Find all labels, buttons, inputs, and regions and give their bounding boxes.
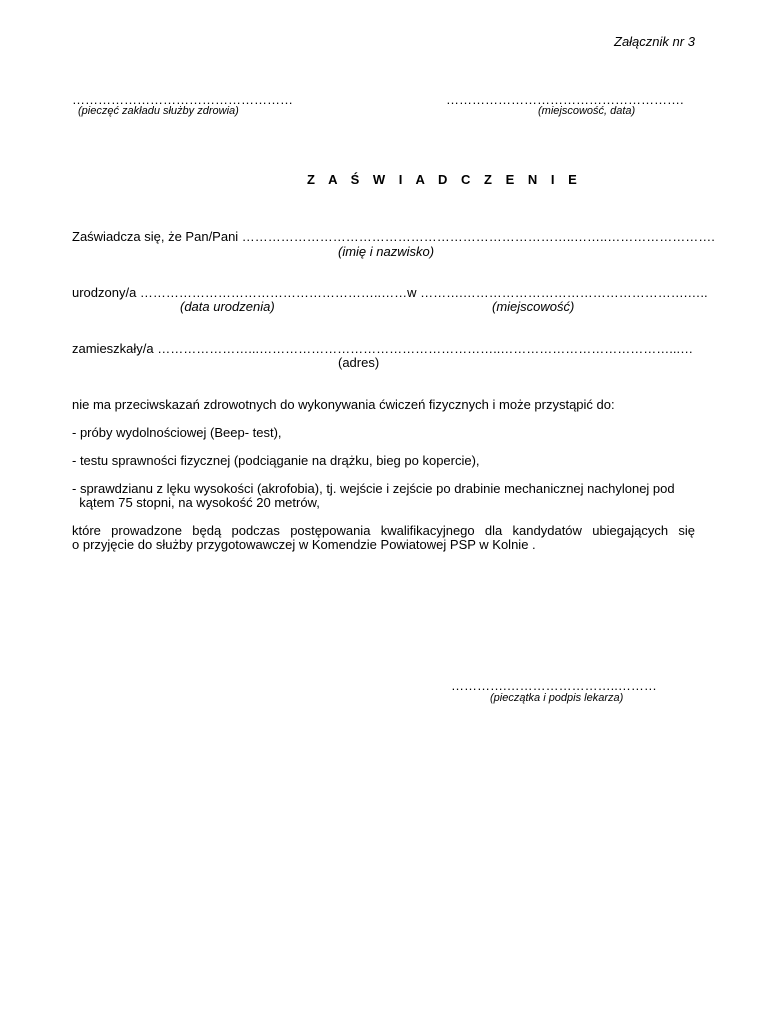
closing-text-line1: które prowadzone będą podczas postępowania kwalifikacyjnego dla kandydatów ubiegających się xyxy=(72,523,695,538)
birth-date-label: (data urodzenia) xyxy=(180,299,275,314)
place-date-dotted-line: ………………………………………………. xyxy=(446,92,684,107)
signature-dotted-line: ………….……………………..……… xyxy=(451,678,657,693)
attachment-number: Załącznik nr 3 xyxy=(614,34,695,49)
document-title: Z A Ś W I A D C Z E N I E xyxy=(307,172,582,187)
stamp-label: (pieczęć zakładu służby zdrowia) xyxy=(78,105,239,117)
signature-label: (pieczątka i podpis lekarza) xyxy=(490,692,624,704)
birth-place-label: (miejscowość) xyxy=(492,299,575,314)
address-label: (adres) xyxy=(338,355,380,370)
place-date-label: (miejscowość, data) xyxy=(538,105,636,117)
list-item-endurance-test: - próby wydolnościowej (Beep- test), xyxy=(72,425,282,440)
certifies-field-line: Zaświadcza się, że Pan/Pani …………………………………………………………………..……..……………………. xyxy=(72,229,715,244)
closing-text-line2: o przyjęcie do służby przygotowawczej w Komendzie Powiatowej PSP w Kolnie . xyxy=(72,537,536,552)
intro-text: nie ma przeciwskazań zdrowotnych do wykonywania ćwiczeń fizycznych i może przystąpić do: xyxy=(72,397,615,412)
birth-field-line: urodzony/a ………………………………………………..……w ……….…………………………………………….….. xyxy=(72,285,708,300)
list-item-height-test-line2: kątem 75 stopni, na wysokość 20 metrów, xyxy=(72,495,320,510)
list-item-fitness-test: - testu sprawności fizycznej (podciąganie na drążku, bieg po kopercie), xyxy=(72,453,480,468)
stamp-dotted-line: …………………………………………… xyxy=(72,92,293,107)
name-label: (imię i nazwisko) xyxy=(338,244,435,259)
residence-field-line: zamieszkały/a …………………...………………………………………………..…………………………………...… xyxy=(72,341,694,356)
list-item-height-test-line1: - sprawdzianu z lęku wysokości (akrofobia), tj. wejście i zejście po drabinie mechanicznej nachylonej pod xyxy=(72,481,675,496)
